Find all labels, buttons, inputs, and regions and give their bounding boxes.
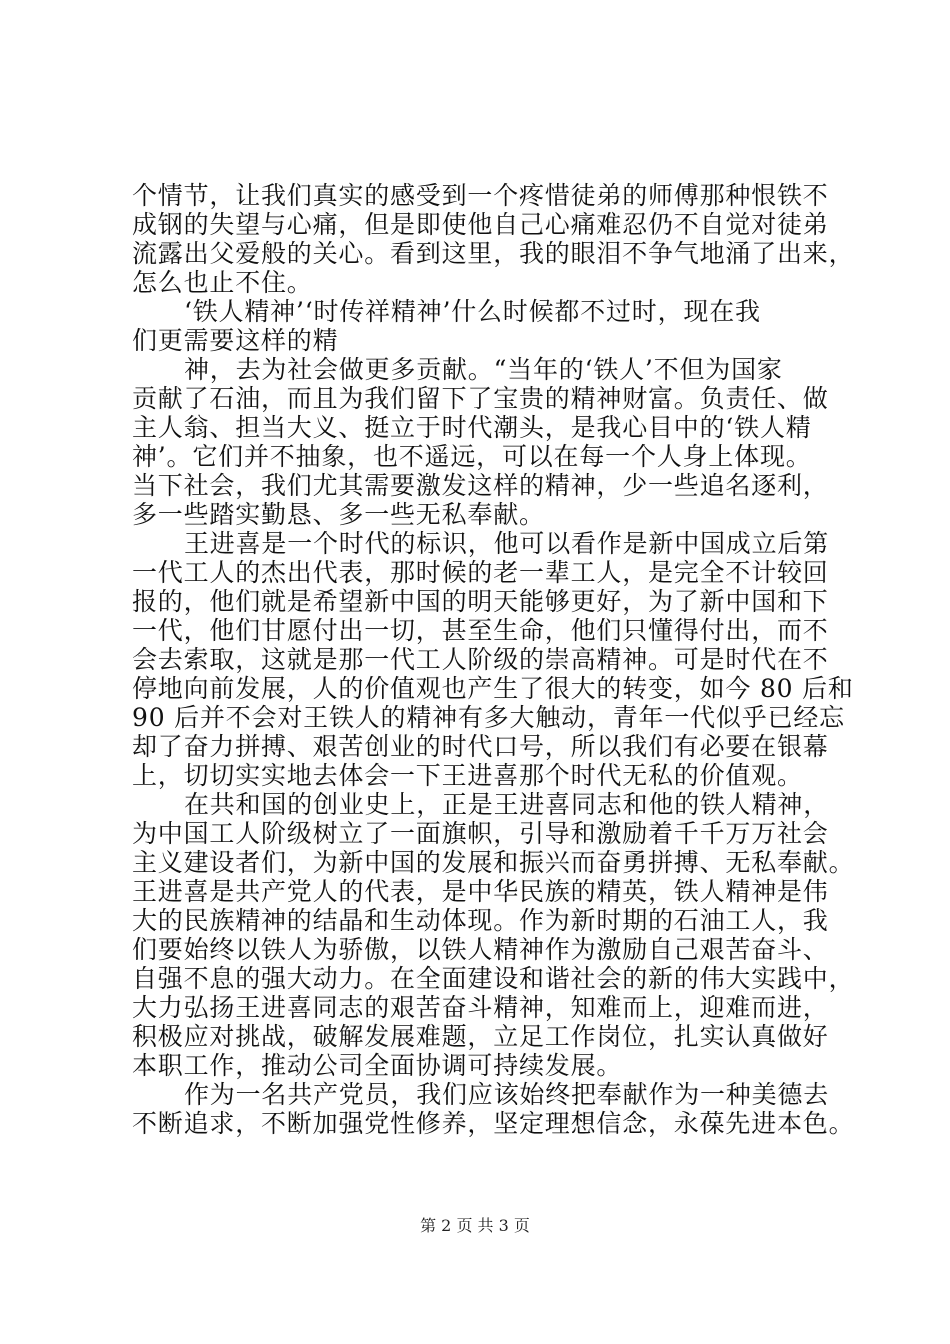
text-line: 个情节，让我们真实的感受到一个疼惜徒弟的师傅那种恨铁不 xyxy=(132,181,829,210)
text-line: 会去索取，这就是那一代工人阶级的崇高精神。可是时代在不 xyxy=(132,645,829,674)
text-line: 王进喜是共产党人的代表，是中华民族的精英，铁人精神是伟 xyxy=(132,877,829,906)
text-line: 流露出父爱般的关心。看到这里，我的眼泪不争气地涌了出来， xyxy=(132,239,855,268)
text-line: 怎么也止不住。 xyxy=(132,268,313,297)
document-body xyxy=(132,181,855,1138)
text-line: 一代，他们甘愿付出一切，甚至生命，他们只懂得付出，而不 xyxy=(132,616,829,645)
text-line: 主义建设者们，为新中国的发展和振兴而奋勇拼搏、无私奉献。 xyxy=(132,848,855,877)
text-line: 王进喜是一个时代的标识，他可以看作是新中国成立后第 xyxy=(184,529,830,558)
text-line: 积极应对挑战，破解发展难题，立足工作岗位，扎实认真做好 xyxy=(132,1022,829,1051)
text-line: 们更需要这样的精 xyxy=(132,326,339,355)
text-line: 90 后并不会对王铁人的精神有多大触动，青年一代似乎已经忘 xyxy=(132,703,845,732)
text-line: 自强不息的强大动力。在全面建设和谐社会的新的伟大实践中， xyxy=(132,964,855,993)
text-line: 停地向前发展，人的价值观也产生了很大的转变，如今 80 后和 xyxy=(132,674,854,703)
page-number-footer: 第 2 页 共 3 页 xyxy=(420,1216,530,1235)
text-line: 贡献了石油，而且为我们留下了宝贵的精神财富。负责任、做 xyxy=(132,384,829,413)
text-line: 上，切切实实地去体会一下王进喜那个时代无私的价值观。 xyxy=(132,761,803,790)
text-line: 们要始终以铁人为骄傲，以铁人精神作为激励自己艰苦奋斗、 xyxy=(132,935,829,964)
text-line: 大的民族精神的结晶和生动体现。作为新时期的石油工人，我 xyxy=(132,906,829,935)
text-line: 作为一名共产党员，我们应该始终把奉献作为一种美德去 xyxy=(184,1080,830,1109)
text-line: 一代工人的杰出代表，那时候的老一辈工人，是完全不计较回 xyxy=(132,558,829,587)
text-line: 主人翁、担当大义、挺立于时代潮头，是我心目中的‘铁人精 xyxy=(132,413,812,442)
text-line: 不断追求，不断加强党性修养，坚定理想信念，永葆先进本色。 xyxy=(132,1109,855,1138)
text-line: 却了奋力拼搏、艰苦创业的时代口号，所以我们有必要在银幕 xyxy=(132,732,829,761)
text-line: 神’。它们并不抽象，也不遥远，可以在每一个人身上体现。 xyxy=(132,442,812,471)
text-line: 大力弘扬王进喜同志的艰苦奋斗精神，知难而上，迎难而进， xyxy=(132,993,829,1022)
text-line: 为中国工人阶级树立了一面旗帜，引导和激励着千千万万社会 xyxy=(132,819,829,848)
text-line: 成钢的失望与心痛，但是即使他自己心痛难忍仍不自觉对徒弟 xyxy=(132,210,829,239)
text-line: 多一些踏实勤恳、多一些无私奉献。 xyxy=(132,500,545,529)
text-line: 报的，他们就是希望新中国的明天能够更好，为了新中国和下 xyxy=(132,587,829,616)
text-line: 当下社会，我们尤其需要激发这样的精神，少一些追名逐利， xyxy=(132,471,829,500)
text-line: 神，去为社会做更多贡献。“当年的‘铁人’不但为国家 xyxy=(184,355,783,384)
text-line: 在共和国的创业史上，正是王进喜同志和他的铁人精神， xyxy=(184,790,830,819)
text-line: ‘铁人精神’‘时传祥精神’什么时候都不过时，现在我 xyxy=(184,297,761,326)
text-line: 本职工作，推动公司全面协调可持续发展。 xyxy=(132,1051,623,1080)
